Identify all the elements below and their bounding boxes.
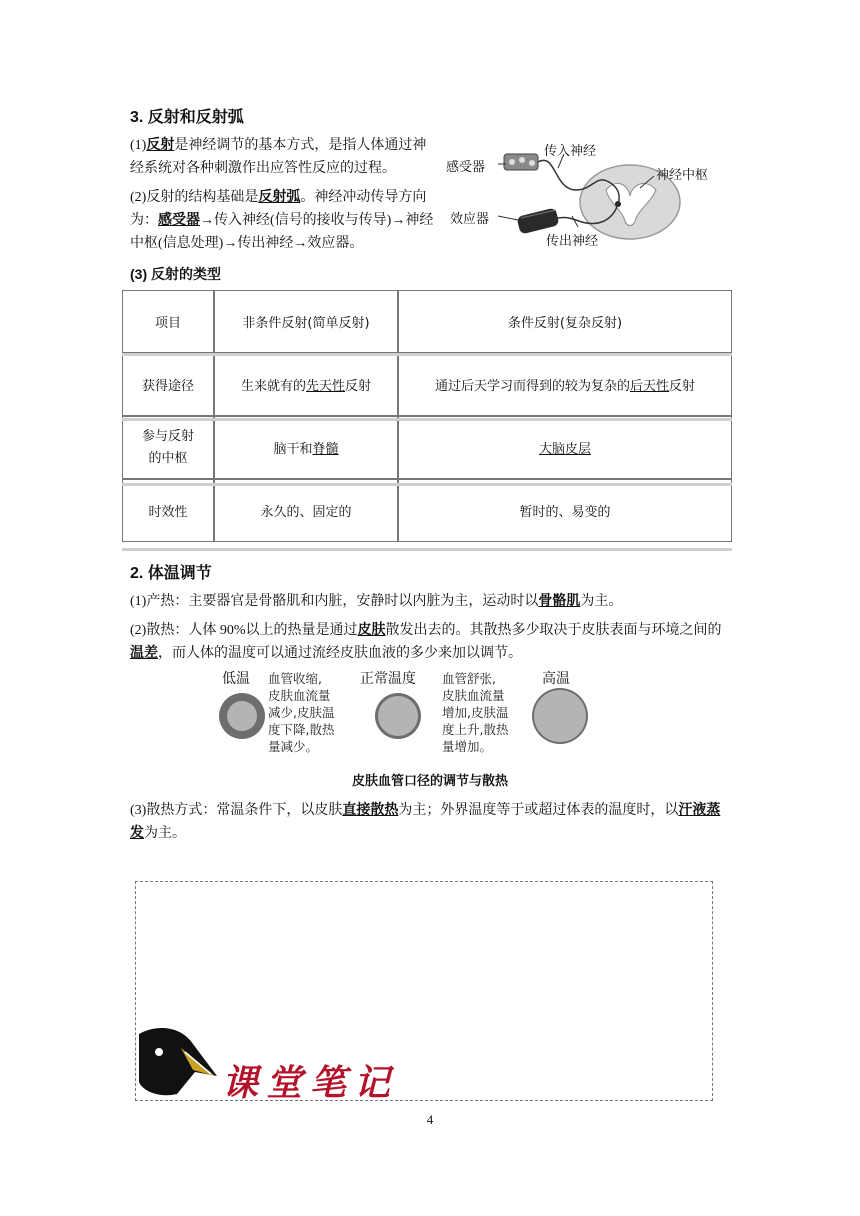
paragraph-heat-production [130, 590, 732, 613]
row-divider [122, 548, 732, 551]
text-fragment: 。神经冲动传导方向为： [130, 190, 427, 228]
section-title-body-temperature: 2. 体温调节 [130, 565, 212, 582]
table-row [122, 353, 732, 416]
key-term: 汗液蒸发 [130, 803, 721, 841]
receptor-icon [504, 154, 538, 170]
constricted-vessel-icon [214, 688, 270, 744]
text-fragment: 参与反射 [141, 428, 194, 444]
key-term: 脊髓 [312, 442, 339, 457]
high-temperature-description [442, 670, 508, 755]
paragraph-reflex-arc [130, 186, 440, 255]
text-fragment: (2)散热：人体 90%以上的热量是通过 [130, 623, 358, 638]
row-divider [122, 483, 732, 486]
key-term: 直接散热 [342, 803, 399, 818]
text-fragment: 为主。 [144, 826, 186, 841]
table-cell: 永久的、固定的 [214, 479, 398, 542]
paragraph-heat-dissipation-methods [130, 799, 732, 845]
text-fragment: (2)反射的结构基础是 [130, 190, 259, 205]
text-fragment: (1)产热：主要器官是骨骼肌和内脏，安静时以内脏为主，运动时以 [130, 594, 539, 609]
label-effector: 效应器 [450, 212, 490, 227]
table-cell: 时效性 [122, 479, 214, 542]
text-fragment: 反射 [669, 379, 696, 394]
text-fragment: 生来就有的 [240, 379, 306, 394]
text-fragment: 通过后天学习而得到的较为复杂的 [434, 379, 630, 394]
subheading-reflex-types: (3) 反射的类型 [130, 266, 221, 282]
table-row [122, 290, 732, 353]
key-term: 后天性 [629, 379, 669, 394]
text-line: 血管舒张, [442, 671, 496, 686]
text-line: 增加,皮肤温 [442, 705, 509, 720]
pen-nib-icon [137, 1022, 219, 1098]
key-term: 大脑皮层 [538, 442, 591, 457]
text-fragment: 的中枢 [148, 450, 188, 466]
text-line: 量增加。 [442, 739, 493, 754]
table-cell [398, 353, 732, 416]
text-line: 皮肤血流量 [442, 688, 505, 703]
row-divider [122, 353, 732, 356]
text-fragment: →传入神经(信号的接收与传导)→神经中枢(信息处理)→传出神经→效应器。 [130, 213, 434, 251]
text-line: 量减少。 [268, 739, 319, 754]
text-fragment: 是神经调节的基本方式，是指人体通过神经系统对各种刺激作出应答性反应的过程。 [130, 138, 427, 176]
text-fragment: ，而人体的温度可以通过流经皮肤血液的多少来加以调节。 [158, 646, 522, 661]
text-fragment: 脑干和 [273, 442, 313, 457]
text-fragment: 反射 [345, 379, 372, 394]
vessel-diameter-figure [212, 668, 592, 762]
text-fragment: 为主。 [580, 594, 623, 609]
key-term: 骨骼肌 [538, 594, 581, 609]
text-fragment: 散发出去的。其散热多少取决于皮肤表面与环境之间的 [385, 623, 722, 638]
table-cell: 项目 [122, 290, 214, 353]
text-fragment: (3)散热方式：常温条件下，以皮肤 [130, 803, 343, 818]
normal-vessel-icon [372, 690, 424, 742]
table-cell [214, 353, 398, 416]
table-cell [398, 416, 732, 479]
text-fragment: (1) [130, 138, 147, 153]
text-line: 皮肤血流量 [268, 688, 331, 703]
text-fragment: 为主；外界温度等于或超过体表的温度时，以 [398, 803, 679, 818]
table-row [122, 416, 732, 479]
table-cell [214, 416, 398, 479]
key-term: 感受器 [158, 213, 200, 228]
table-cell: 获得途径 [122, 353, 214, 416]
key-term: 反射 [146, 138, 175, 153]
key-term: 温差 [130, 646, 158, 661]
row-divider [122, 418, 732, 421]
paragraph-heat-dissipation [130, 619, 732, 665]
table-cell: 暂时的、易变的 [398, 479, 732, 542]
text-line: 度下降,散热 [268, 722, 335, 737]
dilated-vessel-icon [530, 686, 590, 746]
table-cell: 非条件反射(简单反射) [214, 290, 398, 353]
key-term: 反射弧 [258, 190, 301, 205]
text-line: 血管收缩, [268, 671, 322, 686]
label-efferent-nerve: 传出神经 [546, 234, 599, 249]
label-high-temperature: 高温 [542, 671, 570, 687]
reflex-arc-diagram [446, 132, 736, 254]
label-afferent-nerve: 传入神经 [544, 144, 597, 159]
section-title-reflex: 3. 反射和反射弧 [130, 109, 244, 126]
page-number: 4 [426, 1112, 434, 1127]
low-temperature-description [268, 670, 334, 755]
label-normal-temperature: 正常温度 [360, 671, 416, 687]
text-line: 减少,皮肤温 [268, 705, 335, 720]
text-line: 度上升,散热 [442, 722, 509, 737]
table-cell: 条件反射(复杂反射) [398, 290, 732, 353]
label-nerve-center: 神经中枢 [656, 168, 709, 183]
label-receptor: 感受器 [446, 160, 486, 175]
key-term: 皮肤 [357, 623, 386, 638]
table-row [122, 479, 732, 542]
notes-title: 课堂笔记 [222, 1062, 399, 1104]
table-cell [122, 416, 214, 479]
reflex-types-table [122, 290, 732, 542]
paragraph-reflex-definition [130, 134, 440, 180]
key-term: 先天性 [305, 379, 345, 394]
label-low-temperature: 低温 [222, 671, 250, 687]
figure-caption: 皮肤血管口径的调节与散热 [351, 773, 508, 788]
